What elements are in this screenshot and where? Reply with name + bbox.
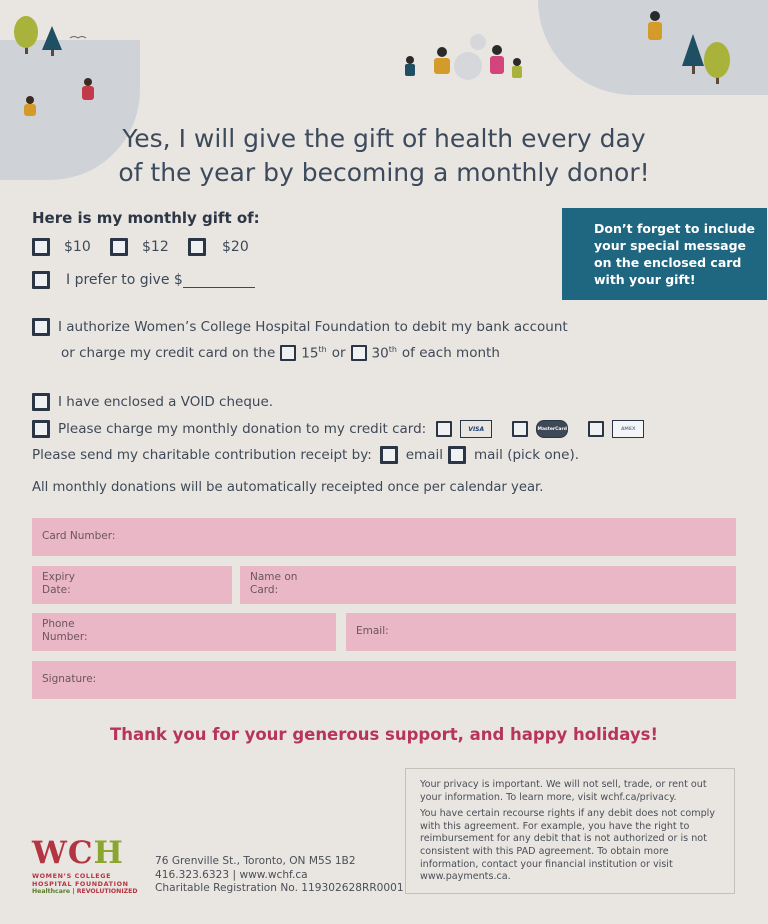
receipt-mail-label: mail (pick one). [473,447,579,463]
callout-line-2: your special message [594,238,747,253]
callout-line-3: on the enclosed card [594,255,742,270]
special-message-callout [562,208,767,300]
callout-line-1: Don’t forget to include [594,221,755,236]
phone-label-2: Number: [42,631,88,643]
signature-label: Signature: [42,673,97,685]
gift-10-checkbox[interactable] [32,238,50,256]
expiry-label-2: Date: [42,584,71,596]
day-15-label: 15th [301,345,327,362]
gift-20-checkbox[interactable] [188,238,206,256]
name-label-2: Card: [250,584,279,596]
custom-gift-option [32,271,255,289]
day-30-checkbox[interactable] [351,345,367,361]
snowball-icon [454,52,482,80]
card-number-field[interactable] [32,518,736,556]
person-icon [24,96,36,116]
receipt-mail-checkbox[interactable] [448,446,466,464]
email-label: Email: [356,625,389,637]
each-month-label: of each month [401,345,500,362]
pine-tree-icon [682,34,704,74]
child-icon [405,56,415,76]
auto-receipt-note: All monthly donations will be automatically receipted once per calendar year. [32,480,544,495]
privacy-notice [405,768,735,894]
person-icon [648,11,662,40]
receipt-email-checkbox[interactable] [380,446,398,464]
void-cheque-checkbox[interactable] [32,393,50,411]
email-field[interactable] [346,613,736,651]
logo-foundation-name [32,872,129,888]
authorize-debit-option [32,318,568,336]
privacy-paragraph-2: You have certain recourse rights if any debit does not comply with this agreement. For example, you have the right to reimbursement for any debit that is not authorized or is not consistent with this PAD agreement. To obtain more information, contact your financial institution or visit www.payments.ca. [420,808,716,883]
monthly-gift-heading: Here is my monthly gift of: [32,209,260,227]
credit-card-checkbox[interactable] [32,420,50,438]
gift-12-label: $12 [142,239,169,255]
birds-icon [70,37,86,39]
logo-line-1: WOMEN’S COLLEGE [32,872,112,880]
amex-logo-icon: AMEX [612,420,644,438]
amex-checkbox[interactable] [588,421,604,437]
receipt-label: Please send my charitable contribution receipt by: [32,447,372,463]
privacy-paragraph-1: Your privacy is important. We will not sell, trade, or rent out your information. To learn more, visit wchf.ca/privacy. [420,779,707,803]
credit-card-label: Please charge my monthly donation to my credit card: [58,421,427,437]
pine-tree-icon [42,26,62,56]
mastercard-checkbox[interactable] [512,421,528,437]
tree-icon [704,42,730,84]
person-icon [490,45,504,74]
gift-20-label: $20 [222,239,249,255]
custom-gift-amount-line[interactable] [183,273,255,288]
logo-tagline: Healthcare | REVOLUTIONIZED [32,888,138,895]
receipt-method-options [32,446,579,464]
signature-field[interactable] [32,661,736,699]
authorize-line-2: or charge my credit card on the [61,345,276,362]
child-icon [512,58,522,78]
mastercard-logo-icon: MasterCard [536,420,568,438]
day-15-checkbox[interactable] [280,345,296,361]
name-label-1: Name on [250,571,298,583]
void-cheque-label: I have enclosed a VOID cheque. [58,394,274,410]
logo-line-2: HOSPITAL FOUNDATION [32,880,129,888]
debit-day-options [61,345,500,362]
foundation-address [155,855,404,896]
page-headline [0,122,768,190]
gift-10-label: $10 [64,239,91,255]
card-number-label: Card Number: [42,530,116,542]
address-line-2: 416.323.6323 | www.wchf.ca [155,868,308,881]
snowball-icon [470,34,486,50]
visa-logo-icon: VISA [460,420,492,438]
authorize-debit-checkbox[interactable] [32,318,50,336]
credit-card-option [32,420,644,438]
authorize-line-1: I authorize Women’s College Hospital Foundation to debit my bank account [58,319,568,335]
expiry-date-field[interactable] [32,566,232,604]
address-line-1: 76 Grenville St., Toronto, ON M5S 1B2 [155,855,356,867]
custom-gift-label: I prefer to give $ [66,272,183,288]
thank-you-message: Thank you for your generous support, and happy holidays! [110,725,658,744]
headline-line-2: of the year by becoming a monthly donor! [118,158,650,187]
headline-line-1: Yes, I will give the gift of health every day [122,124,646,153]
phone-label-1: Phone [42,618,75,630]
wchf-logo: WCH [32,835,124,871]
address-line-3: Charitable Registration No. 119302628RR0001 [155,882,404,894]
day-30-label: 30th [371,345,397,362]
name-on-card-field[interactable] [240,566,736,604]
gift-12-checkbox[interactable] [110,238,128,256]
expiry-label-1: Expiry [42,571,75,583]
person-icon [82,78,94,100]
receipt-email-label: email [405,447,443,463]
callout-line-4: with your gift! [594,272,696,287]
void-cheque-option [32,393,273,411]
phone-number-field[interactable] [32,613,336,651]
custom-gift-checkbox[interactable] [32,271,50,289]
visa-checkbox[interactable] [436,421,452,437]
gift-amount-options [32,238,249,256]
or-label: or [331,345,346,362]
person-icon [434,47,450,74]
winter-illustration [0,0,768,120]
tree-icon [14,16,38,54]
